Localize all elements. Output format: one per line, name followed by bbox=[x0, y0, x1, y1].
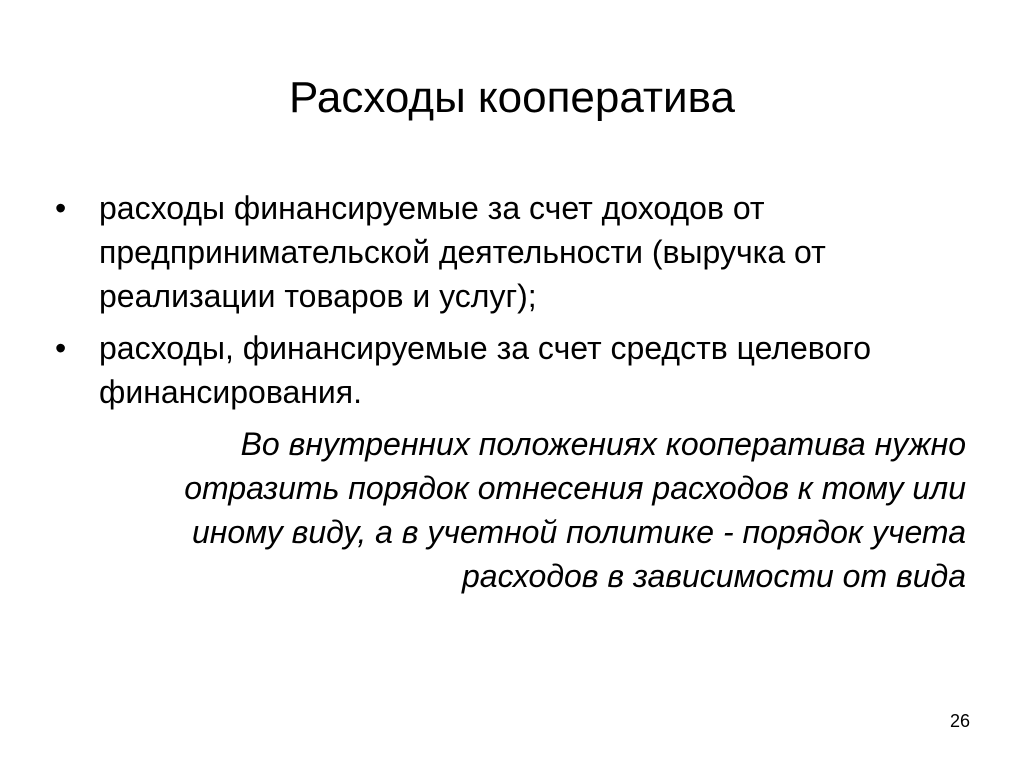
bullet-text: расходы финансируемые за счет доходов от предпринимательской деятельности (выручка от реализации товаров и услуг); bbox=[99, 190, 826, 314]
bullet-list bbox=[55, 186, 985, 422]
bullet-item bbox=[55, 326, 985, 414]
slide-number: 26 bbox=[949, 711, 970, 731]
italic-note: Во внутренних положениях кооператива нужно отразить порядок отнесения расходов к тому или иному виду, а в учетной политике - порядок учета расходов в зависимости от вида bbox=[184, 426, 966, 594]
bullet-marker: • bbox=[55, 190, 67, 226]
slide-title: Расходы кооператива bbox=[289, 73, 735, 122]
bullet-item bbox=[55, 186, 985, 318]
bullet-text: расходы, финансируемые за счет средств целевого финансирования. bbox=[99, 330, 871, 410]
bullet-marker: • bbox=[55, 330, 67, 366]
